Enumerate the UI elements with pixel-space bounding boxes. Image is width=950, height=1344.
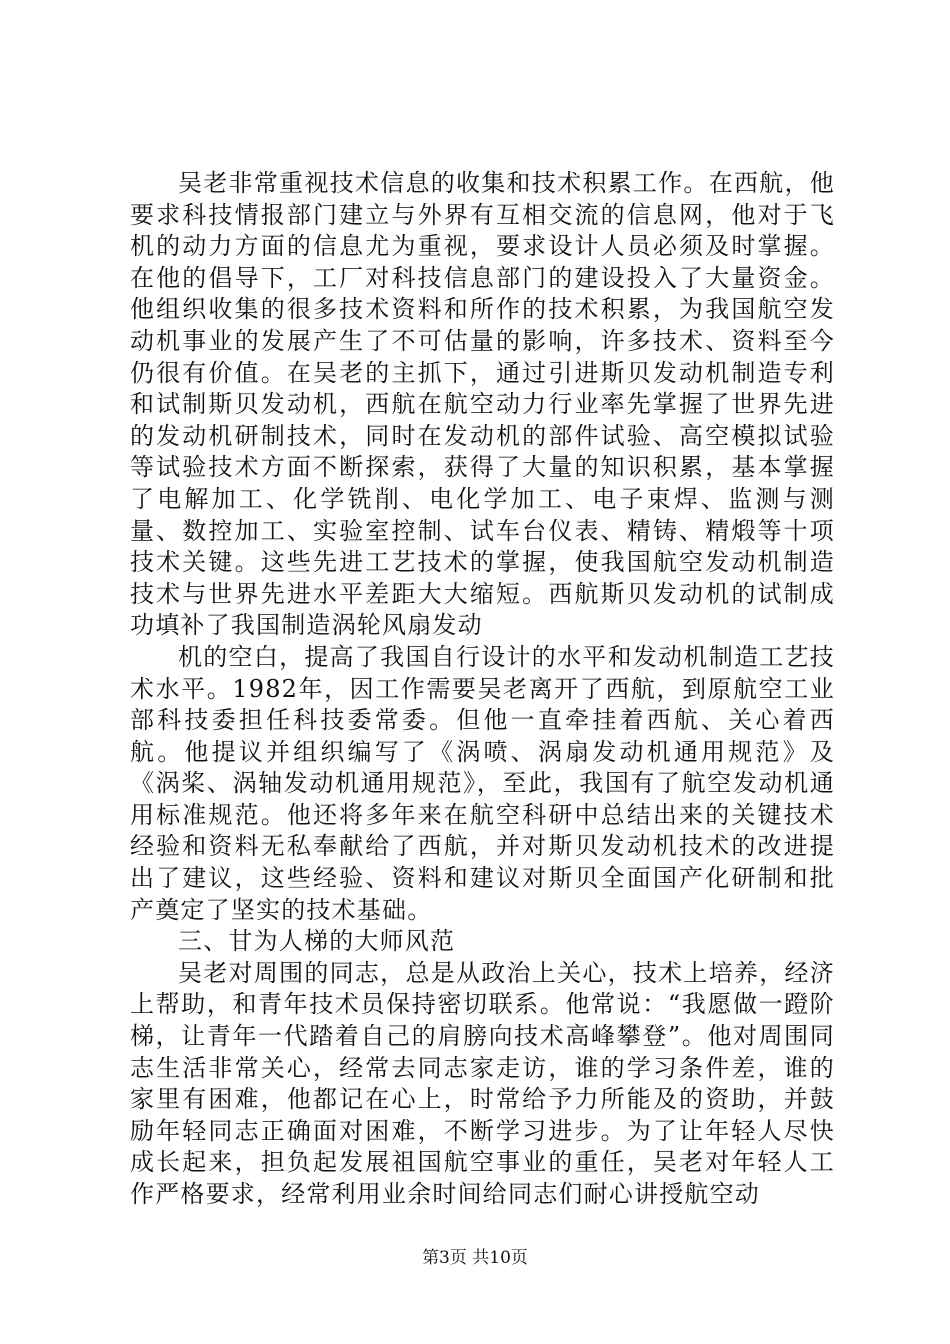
paragraph-2: 机的空白，提高了我国自行设计的水平和发动机制造工艺技术水平。1982年，因工作需要吴老离开了西航，到原航空工业部科技委担任科技委常委。但他一直牵挂着西航、关心着西航。他提议并组织编写了《涡喷、涡扇发动机通用规范》及《涡桨、涡轴发动机通用规范》，至此，我国有了航空发动机通用标准规范。他还将多年来在航空科研中总结出来的关键技术经验和资料无私奉献给了西航，并对斯贝发动机技术的改进提出了建议，这些经验、资料和建议对斯贝全面国产化研制和批产奠定了坚实的技术基础。 — [130, 642, 835, 924]
document-body — [130, 168, 835, 1211]
paragraph-3: 吴老对周围的同志，总是从政治上关心，技术上培养，经济上帮助，和青年技术员保持密切联系。他常说：“我愿做一蹬阶梯，让青年一代踏着自己的肩膀向技术高峰攀登”。他对周围同志生活非常关心，经常去同志家走访，谁的学习条件差，谁的家里有困难，他都记在心上，时常给予力所能及的资助，并鼓励年轻同志正确面对困难，不断学习进步。为了让年轻人尽快成长起来，担负起发展祖国航空事业的重任，吴老对年轻人工作严格要求，经常利用业余时间给同志们耐心讲授航空动 — [130, 958, 835, 1208]
page-number-footer: 第3页 共10页 — [422, 1248, 528, 1268]
section-heading: 三、甘为人梯的大师风范 — [178, 927, 456, 956]
paragraph-1: 吴老非常重视技术信息的收集和技术积累工作。在西航，他要求科技情报部门建立与外界有互相交流的信息网，他对于飞机的动力方面的信息尤为重视，要求设计人员必须及时掌握。在他的倡导下，工厂对科技信息部门的建设投入了大量资金。他组织收集的很多技术资料和所作的技术积累，为我国航空发动机事业的发展产生了不可估量的影响，许多技术、资料至今仍很有价值。在吴老的主抓下，通过引进斯贝发动机制造专利和试制斯贝发动机，西航在航空动力行业率先掌握了世界先进的发动机研制技术，同时在发动机的部件试验、高空模拟试验等试验技术方面不断探索，获得了大量的知识积累，基本掌握了电解加工、化学铣削、电化学加工、电子束焊、监测与测量、数控加工、实验室控制、试车台仪表、精铸、精煅等十项技术关键。这些先进工艺技术的掌握，使我国航空发动机制造技术与世界先进水平差距大大缩短。西航斯贝发动机的试制成功填补了我国制造涡轮风扇发动 — [130, 169, 835, 640]
